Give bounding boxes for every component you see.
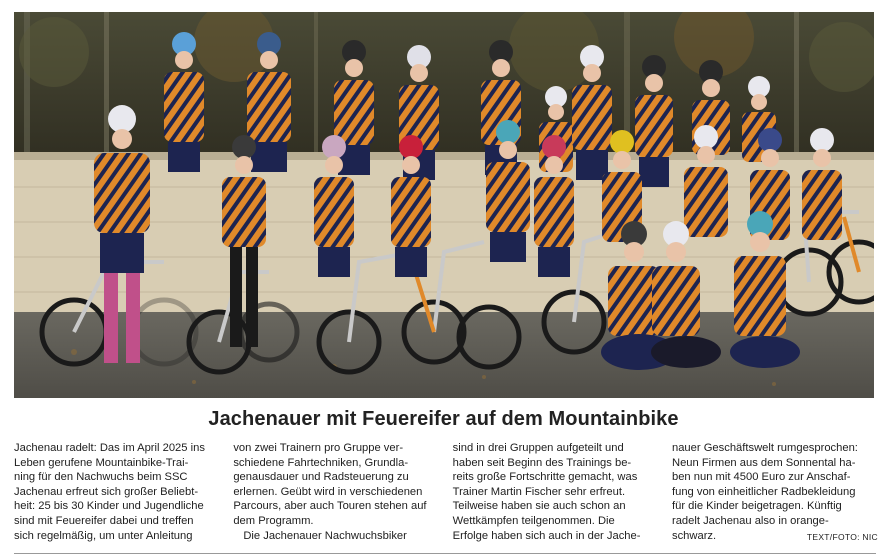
text-line: Erfolge haben sich auch in der Jache- bbox=[452, 529, 641, 542]
group-photo-illustration bbox=[14, 12, 874, 398]
text-line: Trainer Martin Fischer sehr erfreut. bbox=[452, 485, 626, 498]
text-line: erlernen. Geübt wird in verschiedenen bbox=[233, 485, 423, 498]
text-line: Parcours, aber auch Touren stehen auf bbox=[233, 500, 427, 513]
group-photo bbox=[14, 12, 874, 398]
headline: Jachenauer mit Feuereifer auf dem Mountainbike bbox=[208, 408, 679, 430]
text-line: sind mit Feuereifer dabei und treffen bbox=[14, 514, 194, 527]
text-line: genausdauer und Radsteuerung zu bbox=[233, 471, 409, 484]
text-line: fung von einheitlicher Radbekleidung bbox=[671, 485, 856, 498]
text-line: heit: 25 bis 30 Kinder und Jugendliche bbox=[14, 500, 204, 513]
text-line: Leben gerufene Mountainbike-Trai- bbox=[14, 456, 189, 469]
photo-credit: TEXT/FOTO: NIC bbox=[806, 532, 878, 543]
article-column-4 bbox=[672, 441, 878, 545]
article-column-1 bbox=[14, 441, 220, 545]
article-body bbox=[14, 441, 878, 545]
text-line: ben nun mit 4500 Euro zur Anschaf- bbox=[671, 471, 851, 484]
text-line: Teilweise haben sie auch schon an bbox=[452, 500, 626, 513]
text-line: sich regelmäßig, um unter Anleitung bbox=[14, 529, 193, 542]
text-line: Die Jachenauer Nachwuchsbiker bbox=[243, 529, 407, 542]
text-line: reits große Fortschritte gemacht, was bbox=[452, 471, 638, 484]
text-line: schwarz. bbox=[671, 529, 717, 542]
text-line: Jachenau radelt: Das im April 2025 ins bbox=[14, 442, 205, 454]
text-line: haben seit Beginn des Trainings be- bbox=[452, 456, 632, 469]
text-line: schiedene Fahrtechniken, Grundla- bbox=[233, 456, 409, 469]
text-line: dem Programm. bbox=[233, 514, 314, 527]
text-line: für die Kinder beigetragen. Künftig bbox=[671, 500, 842, 513]
text-line: Neun Firmen aus dem Sonnental ha- bbox=[671, 456, 856, 469]
text-line: radelt Jachenau also in orange- bbox=[671, 514, 829, 527]
text-line: Jachenau erfreut sich großer Beliebt- bbox=[14, 485, 199, 498]
text-line: Wettkämpfen teilgenommen. Die bbox=[452, 514, 615, 527]
text-line: von zwei Trainern pro Gruppe ver- bbox=[233, 442, 404, 454]
article-column-3 bbox=[453, 441, 659, 545]
bottom-divider bbox=[14, 553, 876, 554]
text-line: sind in drei Gruppen aufgeteilt und bbox=[452, 442, 624, 454]
text-line: ning für den Nachwuchs beim SSC bbox=[14, 471, 188, 484]
article-column-2 bbox=[233, 441, 439, 545]
text-line: nauer Geschäftswelt rumgesprochen: bbox=[671, 442, 858, 454]
